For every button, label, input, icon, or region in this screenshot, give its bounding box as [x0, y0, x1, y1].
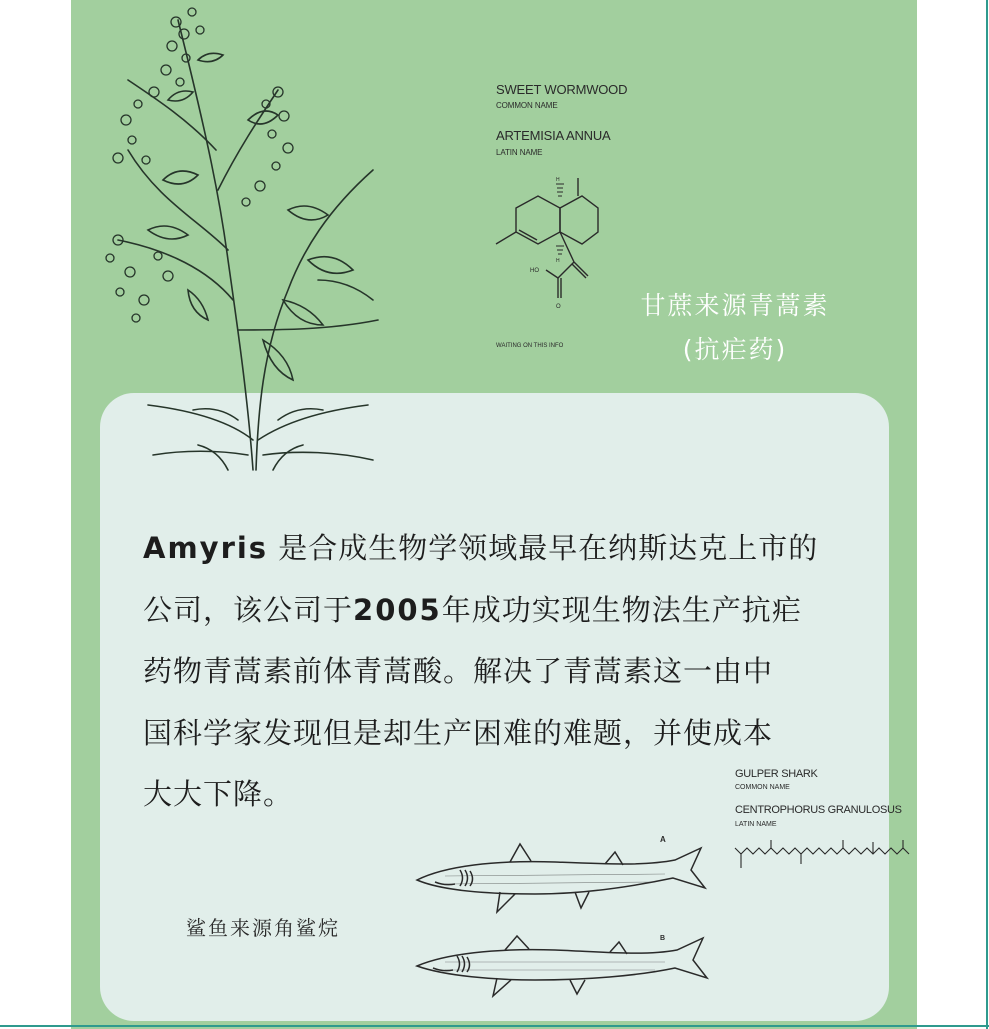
year: 2005 [353, 592, 442, 627]
shark-common-name: GULPER SHARK [735, 768, 818, 780]
wormwood-plant-illustration [88, 0, 398, 480]
artemisinin-source-title-line2: (抗疟药) [682, 335, 788, 364]
shark-common-label: COMMON NAME [735, 784, 790, 791]
paragraph-line-2: 公司，该公司于2005年成功实现生物法生产抗疟 [143, 592, 802, 627]
wormwood-latin-name: ARTEMISIA ANNUA [496, 128, 611, 143]
artemisinic-acid-structure-diagram [488, 170, 608, 335]
shark-latin-label: LATIN NAME [735, 821, 777, 828]
company-name: Amyris [143, 531, 269, 565]
wormwood-note: WAITING ON THIS INFO [496, 343, 564, 349]
molecule-o: O [556, 304, 561, 310]
molecule-ho: HO [530, 268, 539, 274]
artemisinin-source-title-line1: 甘蔗来源青蒿素 [640, 291, 830, 320]
bottom-border-line [0, 1025, 989, 1027]
paragraph-line-3: 药物青蒿素前体青蒿酸。解决了青蒿素这一由中 [143, 654, 774, 688]
paragraph-line-5: 大大下降。 [143, 777, 294, 811]
squalane-source-caption: 鲨鱼来源角鲨烷 [186, 916, 340, 940]
paragraph-line-4: 国科学家发现但是却生产困难的难题，并使成本 [143, 715, 774, 750]
gulper-shark-illustration [405, 830, 715, 1010]
wormwood-common-label: COMMON NAME [496, 101, 558, 110]
shark-label-a: A [660, 835, 666, 844]
molecule-h-top: H [556, 177, 560, 183]
right-border-line [986, 0, 988, 1029]
molecule-h-bottom: H [556, 258, 560, 264]
squalane-structure-diagram [733, 838, 913, 876]
shark-latin-name: CENTROPHORUS GRANULOSUS [735, 804, 902, 816]
artemisinin-source-title [600, 284, 870, 372]
paragraph-line-1: Amyris 是合成生物学领域最早在纳斯达克上市的 [143, 531, 819, 565]
wormwood-latin-label: LATIN NAME [496, 148, 543, 157]
wormwood-common-name: SWEET WORMWOOD [496, 82, 628, 97]
shark-label-b: B [660, 935, 666, 942]
